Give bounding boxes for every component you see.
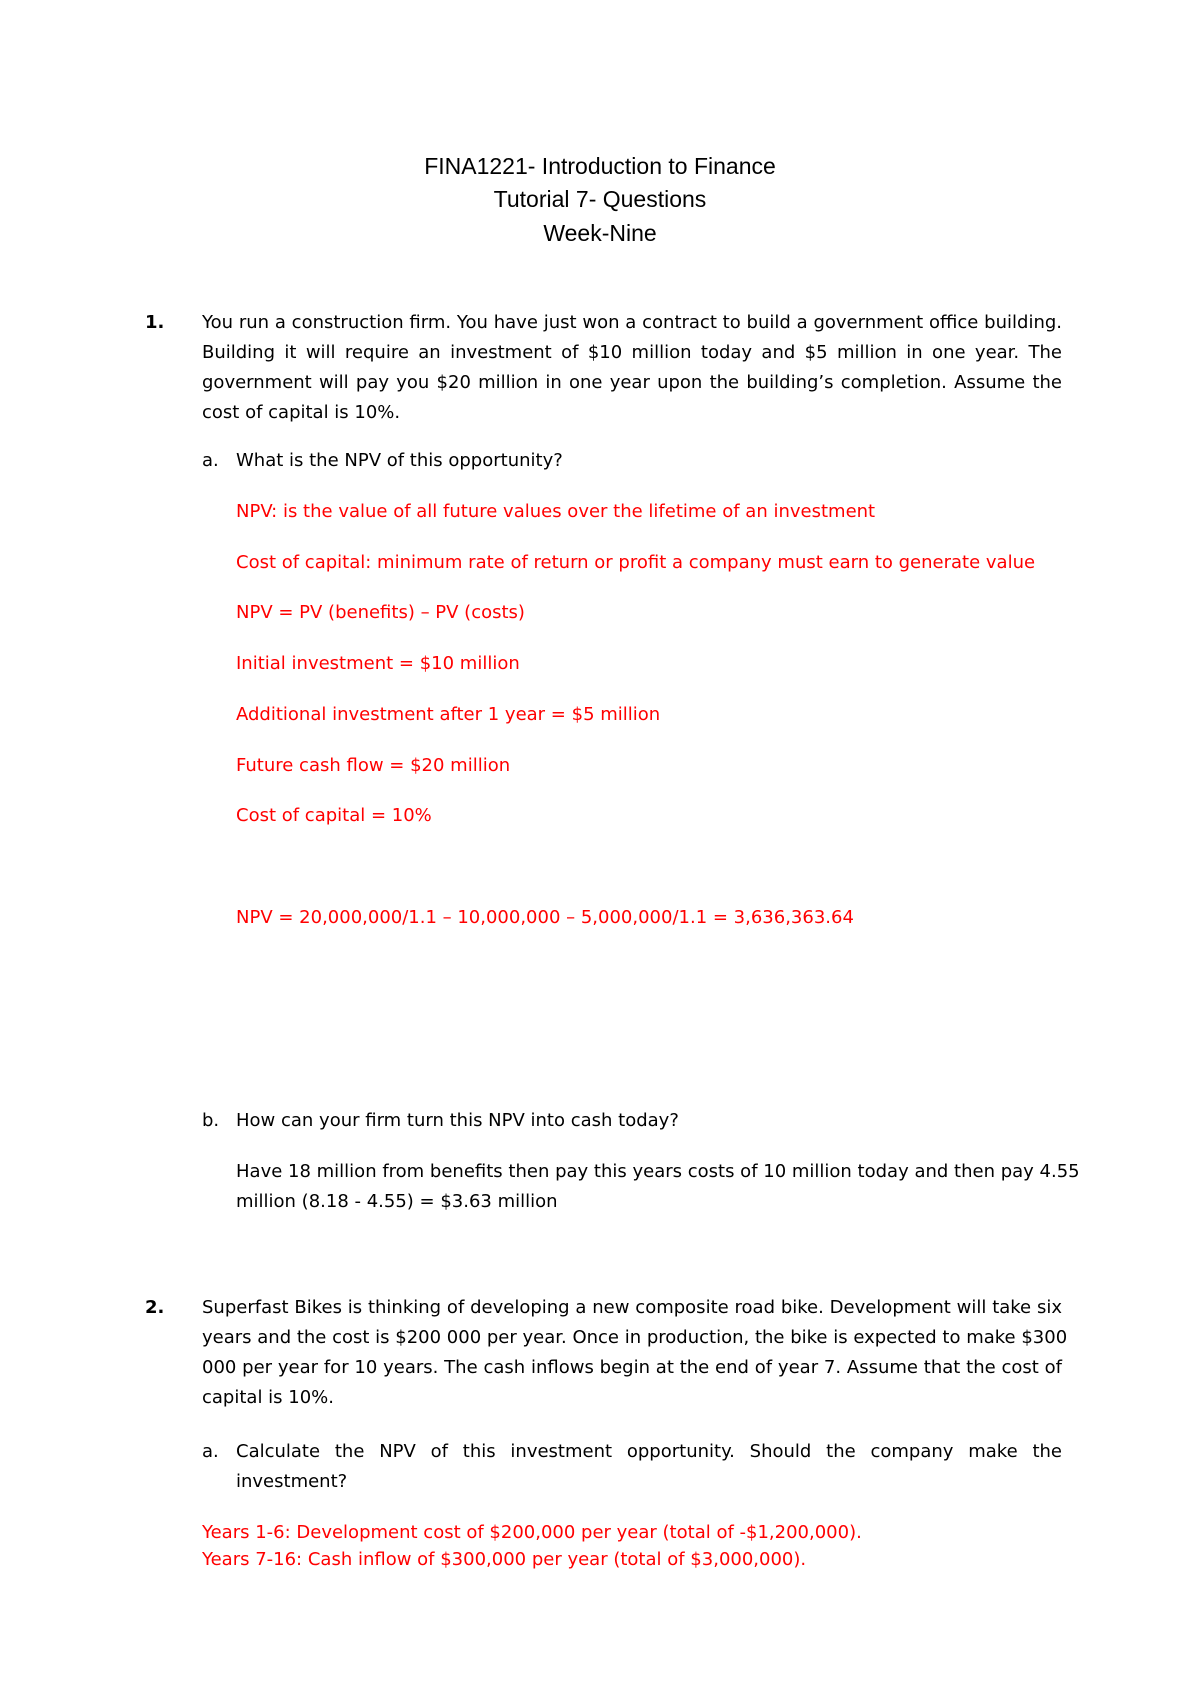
question-1-text (202, 308, 1062, 428)
question-2a-line: investment? (236, 1471, 348, 1492)
answer-1a-line: Initial investment = $10 million (236, 653, 520, 674)
question-1b-label: b. (202, 1110, 220, 1131)
question-1-line: government will pay you $20 million in one year upon the building’s completion. Assume the (202, 372, 1062, 393)
answer-1a-line: Cost of capital: minimum rate of return or profit a company must earn to generate value (236, 552, 1036, 573)
answer-1a-line: NPV = PV (benefits) – PV (costs) (236, 602, 525, 623)
answer-1b-line: Have 18 million from benefits then pay this years costs of 10 million today and then pay 4.55 (236, 1161, 1080, 1182)
answer-2a-line: Years 1-6: Development cost of $200,000 per year (total of -$1,200,000). (202, 1522, 862, 1543)
answer-1b-line: million (8.18 - 4.55) = $3.63 million (236, 1191, 558, 1212)
tutorial-title: Tutorial 7- Questions (493, 186, 707, 212)
question-1-line: Building it will require an investment of $10 million today and $5 million in one year. The (202, 342, 1062, 363)
week-title: Week-Nine (543, 220, 657, 246)
answer-1a-line: Additional investment after 1 year = $5 million (236, 704, 661, 725)
answer-1a-line: NPV: is the value of all future values over the lifetime of an investment (236, 501, 876, 522)
question-1a-label: a. (202, 450, 219, 471)
answer-1a-npv-result: NPV = 20,000,000/1.1 – 10,000,000 – 5,000,000/1.1 = 3,636,363.64 (236, 907, 854, 928)
course-title: FINA1221- Introduction to Finance (424, 153, 776, 179)
question-2-text (202, 1293, 1068, 1413)
question-2-line: capital is 10%. (202, 1387, 334, 1408)
question-2-line: Superfast Bikes is thinking of developing a new composite road bike. Development will take six (202, 1297, 1062, 1318)
question-2a-text (236, 1437, 1062, 1497)
question-2a-line: Calculate the NPV of this investment opportunity. Should the company make the (236, 1441, 1062, 1462)
question-1-line: You run a construction firm. You have just won a contract to build a government office building. (202, 312, 1062, 333)
answer-1a-line: Cost of capital = 10% (236, 805, 432, 826)
question-1a-text: What is the NPV of this opportunity? (236, 450, 563, 471)
answer-1a-line: Future cash flow = $20 million (236, 755, 511, 776)
question-2-line: 000 per year for 10 years. The cash inflows begin at the end of year 7. Assume that the cost of (202, 1357, 1062, 1378)
question-1-line: cost of capital is 10%. (202, 402, 401, 423)
question-1b-text: How can your firm turn this NPV into cash today? (236, 1110, 679, 1131)
question-1-number: 1. (145, 312, 165, 333)
question-2-line: years and the cost is $200 000 per year. Once in production, the bike is expected to make $300 (202, 1327, 1068, 1348)
answer-2a-line: Years 7-16: Cash inflow of $300,000 per year (total of $3,000,000). (202, 1549, 807, 1570)
question-2a-label: a. (202, 1441, 219, 1462)
question-2-number: 2. (145, 1297, 165, 1318)
